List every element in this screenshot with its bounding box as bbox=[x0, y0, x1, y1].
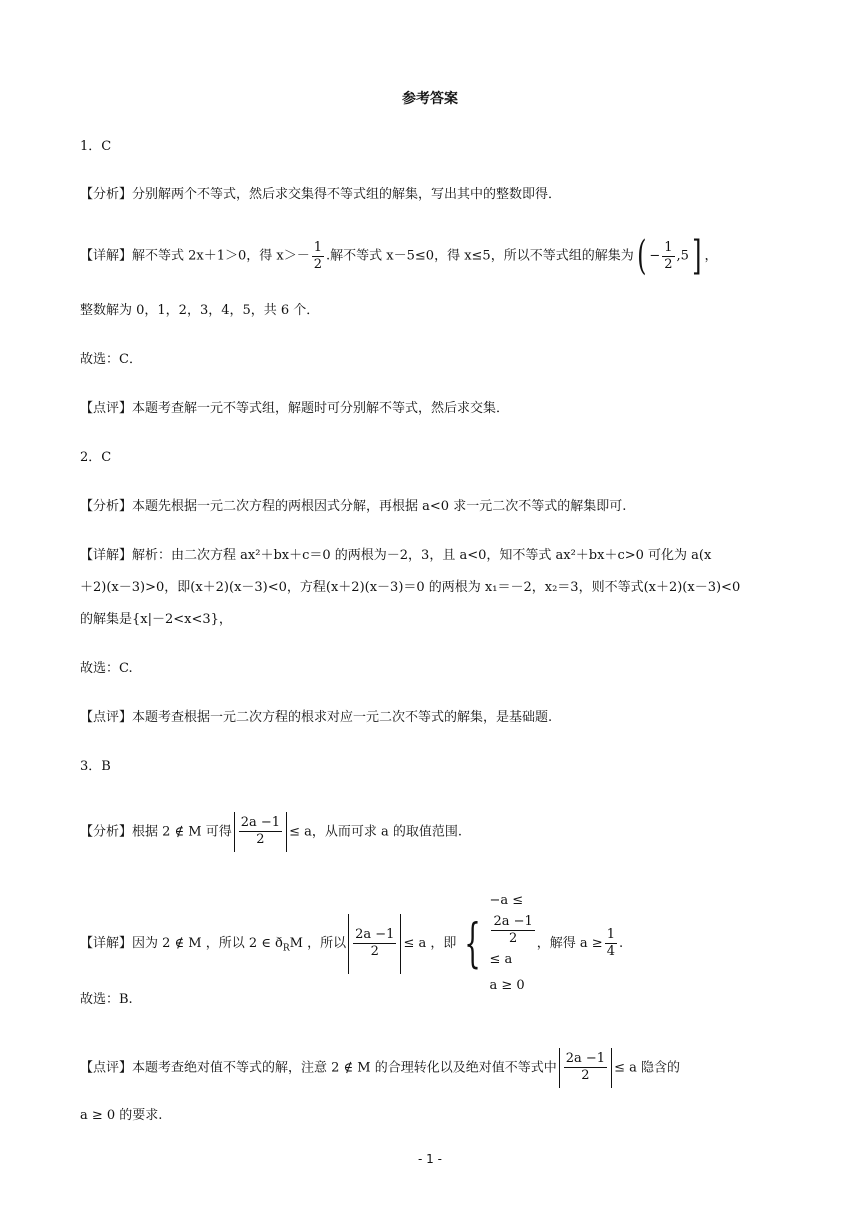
q3-detail-sub: R bbox=[282, 943, 290, 954]
q3-detail-d: ，解得 a ≥ bbox=[536, 936, 603, 951]
q1-detail-line2: 整数解为 0，1，2，3，4，5，共 6 个． bbox=[80, 303, 320, 318]
q2-analysis-tag: 【分析】 bbox=[80, 499, 133, 514]
q1-analysis-text: 分别解两个不等式，然后求交集得不等式组的解集，写出其中的整数即得． bbox=[132, 187, 562, 202]
q3-analysis-tag: 【分析】 bbox=[80, 824, 133, 840]
q1-interval-fraction: $\frac{1}{2}$ bbox=[664, 239, 673, 272]
page-number: - 1 - bbox=[418, 1152, 442, 1166]
q1-left-paren: ( bbox=[636, 233, 647, 279]
q3-comment-abs: $\frac{2a -1}{2}$ bbox=[559, 1048, 612, 1088]
q3-system: −a ≤ 2a −1 2 ≤ a a ≥ 0 bbox=[489, 893, 533, 993]
q2-analysis-text: 本题先根据一元二次方程的两根因式分解，再根据 a<0 求一元二次不等式的解集即可. bbox=[132, 499, 627, 514]
q1-detail-b: .解不等式 x－5≤0，得 x≤5，所以不等式组的解集为 bbox=[326, 248, 634, 264]
q1-analysis bbox=[80, 185, 780, 205]
q2-comment-tag: 【点评】 bbox=[80, 710, 133, 725]
q1-comment bbox=[80, 399, 780, 419]
q2-analysis bbox=[80, 497, 780, 517]
q1-interval-minus: − bbox=[649, 248, 661, 264]
q2-comment bbox=[80, 708, 780, 728]
q3-comment-tag: 【点评】 bbox=[80, 1060, 133, 1076]
q2-detail-line1 bbox=[80, 546, 780, 566]
q1-detail-tag: 【详解】 bbox=[80, 248, 133, 264]
q3-detail-tag: 【详解】 bbox=[80, 936, 133, 951]
q2-header: 2．C bbox=[80, 450, 112, 465]
q3-comment bbox=[80, 1048, 780, 1089]
q1-detail bbox=[80, 233, 780, 279]
q1-answer: 故选：C． bbox=[80, 352, 142, 367]
q3-analysis-b: ≤ a，从而可求 a 的取值范围. bbox=[289, 824, 463, 840]
q3-brace: { bbox=[464, 913, 482, 974]
q3-comment-line2: a ≥ 0 的要求. bbox=[80, 1108, 163, 1123]
q3-analysis-a: 根据 2 ∉ M 可得 bbox=[132, 824, 232, 840]
q3-detail-e: . bbox=[618, 936, 624, 951]
q3-header: 3．B bbox=[80, 759, 111, 774]
q1-right-bracket: ] bbox=[692, 233, 702, 279]
q3-abs-expr: $\frac{2a -1}{2}$ bbox=[234, 812, 287, 852]
q2-detail-line2: ＋2)(x－3)>0，即(x＋2)(x－3)<0，方程(x＋2)(x－3)＝0 的两根为 x₁＝－2，x₂＝3，则不等式(x＋2)(x－3)<0 bbox=[80, 580, 741, 595]
q1-analysis-tag: 【分析】 bbox=[80, 187, 133, 202]
q3-detail-a: 因为 2 ∉ M ，所以 2 ∈ ð bbox=[132, 936, 283, 951]
q1-fraction-half: $\frac{1}{2}$ bbox=[313, 239, 323, 272]
q3-detail bbox=[80, 888, 780, 999]
q3-detail-c: ≤ a ，即 bbox=[403, 936, 457, 951]
q3-result-fraction: $\frac{1}{4}$ bbox=[606, 927, 615, 959]
q3-comment-b: ≤ a 隐含的 bbox=[614, 1060, 681, 1076]
q1-header: 1．C bbox=[80, 139, 112, 154]
q1-comment-tag: 【点评】 bbox=[80, 401, 133, 416]
q1-detail-c: ， bbox=[704, 248, 718, 264]
q1-detail-a: 解不等式 2x＋1＞0，得 x＞－ bbox=[132, 248, 310, 264]
q1-comment-text: 本题考查解一元不等式组，解题时可分别解不等式，然后求交集． bbox=[132, 401, 510, 416]
q3-detail-b: M ，所以 bbox=[289, 936, 347, 951]
q3-detail-abs: $\frac{2a -1}{2}$ bbox=[348, 914, 401, 974]
q1-interval-end: ,5 bbox=[676, 248, 689, 264]
q3-analysis bbox=[80, 812, 780, 853]
q2-detail-text1: 解析：由二次方程 ax²＋bx＋c＝0 的两根为－2，3，且 a<0，知不等式 ax²＋bx＋c>0 可化为 a(x bbox=[132, 548, 712, 563]
q2-detail-line3: 的解集是{x|－2<x<3}， bbox=[80, 612, 232, 627]
q3-comment-a: 本题考查绝对值不等式的解，注意 2 ∉ M 的合理转化以及绝对值不等式中 bbox=[132, 1060, 557, 1076]
page-title: 参考答案 bbox=[402, 91, 458, 107]
q2-answer: 故选：C. bbox=[80, 661, 133, 676]
q2-comment-text: 本题考查根据一元二次方程的根求对应一元二次不等式的解集，是基础题. bbox=[132, 710, 553, 725]
q2-detail-tag: 【详解】 bbox=[80, 548, 133, 563]
q3-answer: 故选：B. bbox=[80, 992, 133, 1007]
